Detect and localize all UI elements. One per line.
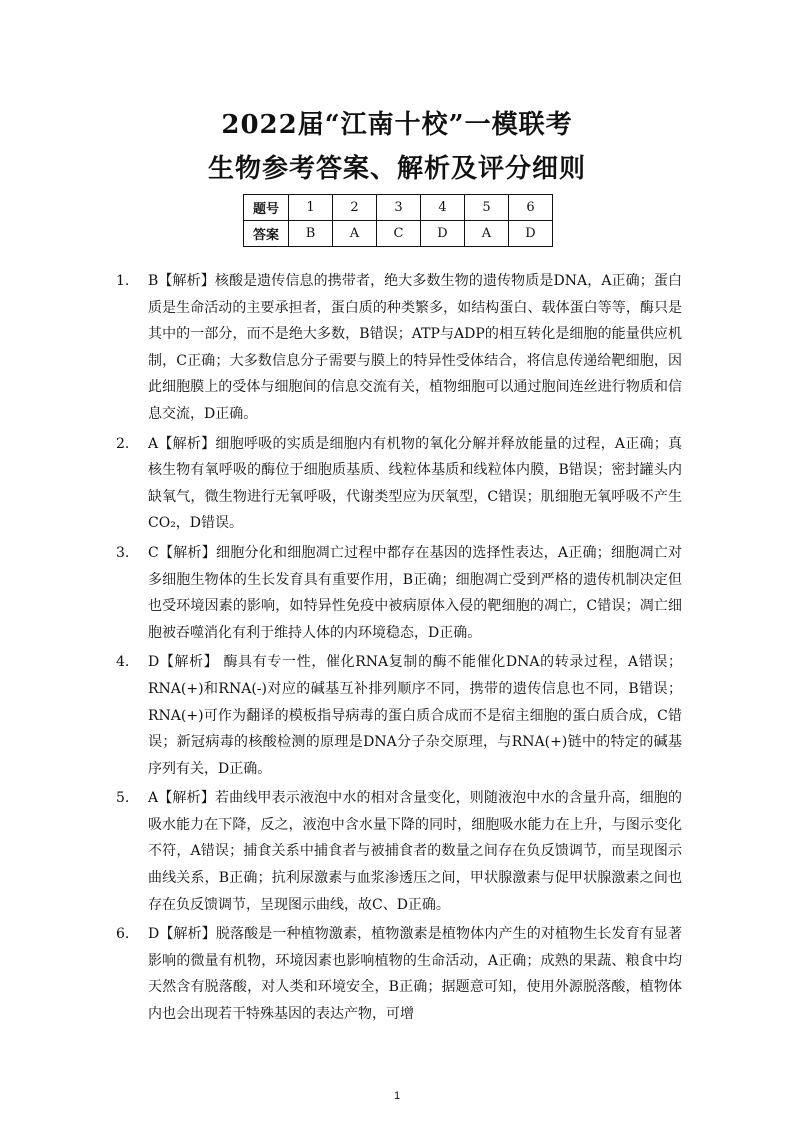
explanation-number: 2. bbox=[116, 435, 130, 452]
explanation-item bbox=[116, 431, 682, 537]
answer-table-row-numbers bbox=[244, 195, 553, 221]
explanation-number: 6. bbox=[116, 926, 130, 943]
document-subtitle: 生物参考答案、解析及评分细则 bbox=[207, 154, 586, 184]
explanation-text: D【解析】脱落酸是一种植物激素，植物激素是植物体内产生的对植物生长发育有显著影响的微量有机物，环境因素也影响植物的生命活动，A正确；成熟的果蔬、粮食中均天然含有脱落酸，对人类和环境安全，B正确；据题意可知，使用外源脱落酸，植物体内也会出现若干特殊基因的表达产物，可增 bbox=[148, 926, 682, 1023]
row-header-number: 题号 bbox=[244, 195, 289, 221]
explanation-number: 4. bbox=[116, 654, 130, 671]
explanation-text: B【解析】核酸是遗传信息的携带者，绝大多数生物的遗传物质是DNA，A正确；蛋白质是生命活动的主要承担者，蛋白质的种类繁多，如结构蛋白、载体蛋白等等，酶只是其中的一部分，而不是绝大多数，B错误；ATP与ADP的相互转化是细胞的能量供应机制，C正确；大多数信息分子需要与膜上的特异性受体结合，将信息传递给靶细胞，因此细胞膜上的受体与细胞间的信息交流有关，植物细胞可以通过胞间连丝进行物质和信息交流，D正确。 bbox=[148, 273, 682, 422]
explanation-text: C【解析】细胞分化和细胞凋亡过程中都存在基因的选择性表达，A正确；细胞凋亡对多细胞生物体的生长发育具有重要作用，B正确；细胞凋亡受到严格的遗传机制决定但也受环境因素的影响，如特异性免疫中被病原体入侵的靶细胞的凋亡，C错误；凋亡细胞被吞噬消化有利于维持人体的内环境稳态，D正确。 bbox=[148, 544, 682, 641]
explanation-number: 5. bbox=[116, 790, 130, 807]
answer-cell: A bbox=[333, 221, 377, 247]
explanation-item bbox=[116, 268, 682, 428]
explanation-text: A【解析】若曲线甲表示液泡中水的相对含量变化，则随液泡中水的含量升高，细胞的吸水能力在下降，反之，液泡中含水量下降的同时，细胞吸水能力在上升，与图示变化不符，A错误；捕食关系中捕食者与被捕食者的数量之间存在负反馈调节，而呈现图示曲线关系，B正确；抗利尿激素与血浆渗透压之间，甲状腺激素与促甲状腺激素之间也存在负反馈调节，呈现图示曲线，故C、D正确。 bbox=[148, 790, 682, 913]
explanation-text: A【解析】细胞呼吸的实质是细胞内有机物的氧化分解并释放能量的过程，A正确；真核生物有氧呼吸的酶位于细胞质基质、线粒体基质和线粒体内膜，B错误；密封罐头内缺氧气，微生物进行无氧呼吸，代谢类型应为厌氧型，C错误；肌细胞无氧呼吸不产生CO₂，D错误。 bbox=[148, 435, 682, 532]
document-title: 2022届“江南十校”一模联考 bbox=[221, 110, 573, 140]
answer-cell: B bbox=[289, 221, 333, 247]
answer-cell: A bbox=[465, 221, 509, 247]
explanation-text: D【解析】 酶具有专一性，催化RNA复制的酶不能催化DNA的转录过程，A错误； RNA(+)和RNA(-)对应的碱基互补排列顺序不同，携带的遗传信息也不同，B错误；RNA(+)可作为翻译的模板指导病毒的蛋白质合成而不是宿主细胞的蛋白质合成，C错误；新冠病毒的核酸检测的原理是DNA分子杂交原理，与RNA(+)链中的特定的碱基序列有关，D正确。 bbox=[148, 654, 682, 777]
question-number-cell: 5 bbox=[465, 195, 509, 221]
explanation-item bbox=[116, 921, 682, 1027]
question-number-cell: 2 bbox=[333, 195, 377, 221]
explanation-number: 1. bbox=[116, 273, 130, 289]
question-number-cell: 4 bbox=[421, 195, 465, 221]
explanation-number: 3. bbox=[116, 544, 130, 561]
answer-table bbox=[243, 194, 553, 247]
explanation-item bbox=[116, 540, 682, 646]
explanation-item bbox=[116, 649, 682, 782]
page-number: 1 bbox=[393, 1090, 401, 1102]
question-number-cell: 6 bbox=[509, 195, 553, 221]
explanation-item bbox=[116, 785, 682, 918]
answer-table-row-answers bbox=[244, 221, 553, 247]
row-header-answer: 答案 bbox=[244, 221, 289, 247]
question-number-cell: 3 bbox=[377, 195, 421, 221]
answer-cell: D bbox=[509, 221, 553, 247]
question-number-cell: 1 bbox=[289, 195, 333, 221]
answer-cell: C bbox=[377, 221, 421, 247]
explanation-list bbox=[116, 268, 682, 1031]
answer-cell: D bbox=[421, 221, 465, 247]
